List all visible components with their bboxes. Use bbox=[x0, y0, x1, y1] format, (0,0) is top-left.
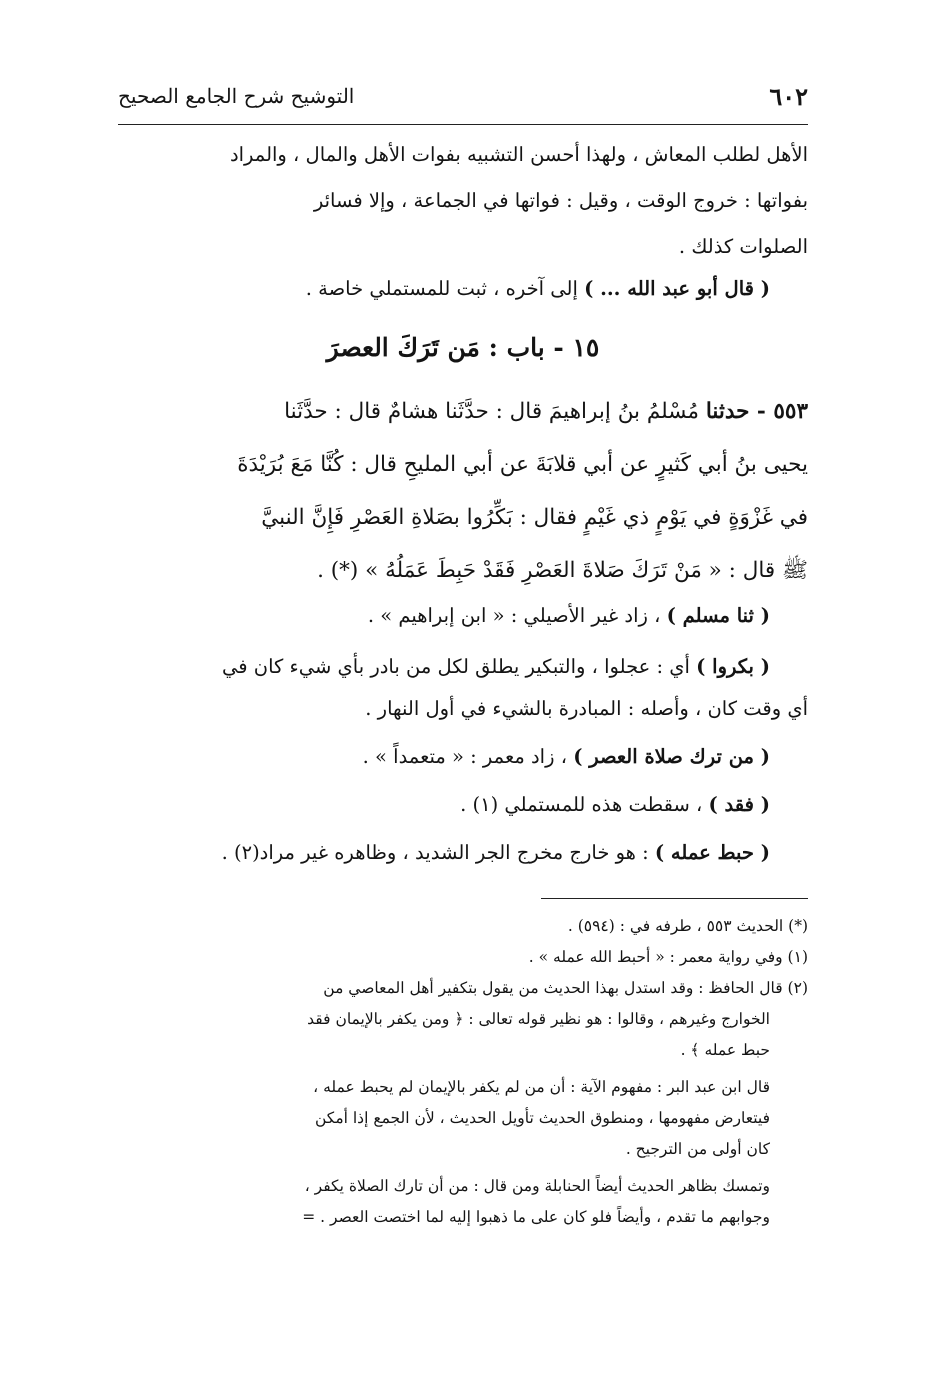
intro-paragraph bbox=[118, 132, 808, 270]
footnote-star: (*) الحديث ٥٥٣ ، طرفه في : (٥٩٤) . bbox=[567, 917, 808, 935]
footnotes bbox=[118, 911, 808, 1233]
commentary-item: ( بكروا ) أي : عجلوا ، والتبكير يطلق لكل من بادر بأي شيء كان في أي وقت كان ، وأصله : المبادرة بالشيء في أول النهار . bbox=[222, 655, 808, 720]
note-bold: ( قال أبو عبد الله ... ) bbox=[584, 277, 770, 300]
commentary-item: ( من ترك صلاة العصر ) ، زاد معمر : « متعمداً » . bbox=[362, 745, 770, 768]
hadith-line: في غَزْوَةٍ في يَوْمٍ ذي غَيْمٍ فقال : بَكِّرُوا بصَلاةِ العَصْرِ فَإِنَّ النبيَّ bbox=[261, 505, 808, 530]
intro-line: الصلوات كذلك . bbox=[678, 235, 808, 258]
hadith-line: يحيى بنُ أبي كَثيرٍ عن أبي قلابَةَ عن أبي المليحِ قال : كُنَّا مَعَ بُرَيْدَةَ bbox=[237, 452, 808, 477]
commentary-item: ( حبط عمله ) : هو خارج مخرج الجر الشديد ، وظاهره غير مراد(٢) . bbox=[221, 841, 770, 864]
running-title: التوشيح شرح الجامع الصحيح bbox=[118, 84, 355, 108]
note-qala-abu-abdillah bbox=[118, 266, 808, 312]
note-rest: إلى آخره ، ثبت للمستملي خاصة . bbox=[305, 277, 585, 300]
hadith-line: ٥٥٣ - حدثنا مُسْلمُ بنُ إبراهيمَ قال : حدَّثَنا هشامٌ قال : حدَّثَنا bbox=[284, 399, 808, 424]
footnote-rule bbox=[541, 898, 808, 899]
hadith-text bbox=[118, 385, 808, 597]
commentary-item: ( ثنا مسلم ) ، زاد غير الأصيلي : « ابن إبراهيم » . bbox=[367, 604, 770, 627]
header-rule bbox=[118, 124, 808, 125]
footnote-2: (٢) قال الحافظ : وقد استدل بهذا الحديث من يقول بتكفير أهل المعاصي من الخوارج وغيرهم ، وقالوا : هو نظير قوله تعالى : ﴿ ومن يكفر بالإيمان فقد حبط عمله ﴾ . bbox=[307, 979, 808, 1059]
hadith-line: ﷺ قال : « مَنْ تَرَكَ صَلاةَ العَصْرِ فَقَدْ حَبِطَ عَمَلُهُ » (*) . bbox=[317, 558, 808, 583]
page-header bbox=[118, 82, 808, 122]
page-number: ٦٠٢ bbox=[769, 82, 808, 111]
footnote-2-para: قال ابن عبد البر : مفهوم الآية : أن من لم يكفر بالإيمان لم يحبط عمله ، فيتعارض مفهومها ، ومنطوق الحديث تأويل الحديث ، لأن الجمع إذا أمكن كان أولى من الترجيح . bbox=[313, 1078, 770, 1158]
chapter-heading: ١٥ - باب : مَن تَرَكَ العصرَ bbox=[326, 333, 600, 362]
footnote-1: (١) وفي رواية معمر : « أحبط الله عمله » . bbox=[528, 948, 808, 966]
hadith-number: ٥٥٣ - حدثنا bbox=[705, 399, 808, 424]
intro-line: بفواتها : خروج الوقت ، وقيل : فواتها في الجماعة ، وإلا فسائر bbox=[313, 189, 808, 212]
footnote-2-para: وتمسك بظاهر الحديث أيضاً الحنابلة ومن قال : من أن تارك الصلاة يكفر ، وجوابهم ما تقدم ، وأيضاً فلو كان على ما ذهبوا إليه لما اختصت العصر . = bbox=[302, 1177, 770, 1226]
commentary-item: ( فقد ) ، سقطت هذه للمستملي (١) . bbox=[460, 793, 770, 816]
intro-line: الأهل لطلب المعاش ، ولهذا أحسن التشبيه بفوات الأهل والمال ، والمراد bbox=[229, 143, 808, 166]
